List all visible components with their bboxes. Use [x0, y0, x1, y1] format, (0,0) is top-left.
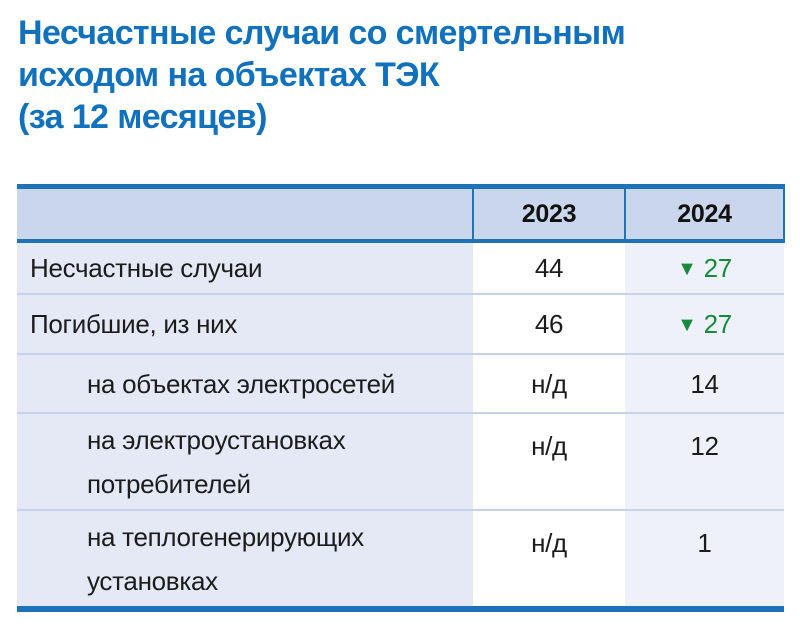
table-header-row [17, 187, 784, 242]
page-title-line-1: Несчастные случаи со смертельным [18, 14, 626, 52]
row-label: Погибшие, из них [17, 294, 473, 354]
value-2024 [625, 294, 784, 354]
header-empty-cell [17, 187, 473, 242]
value-2024-number: 27 [703, 309, 732, 340]
value-2023: 46 [473, 294, 625, 354]
value-2023: 44 [473, 241, 625, 294]
page-title-line-3: (за 12 месяцев) [18, 98, 267, 137]
header-year-2023: 2023 [473, 187, 625, 242]
row-label: на электроустановках потребителей [17, 413, 473, 510]
value-2024: 14 [625, 354, 784, 413]
table-row-heat-generating [17, 510, 784, 609]
table-row-deaths [17, 294, 784, 354]
page-title [18, 12, 800, 138]
trend-down-icon: ▼ [677, 258, 697, 281]
page-title-line-2: исходом на объектах ТЭК [18, 56, 439, 95]
value-2024: 12 [625, 413, 784, 510]
value-2024-number: 27 [703, 253, 732, 284]
row-label: Несчастные случаи [17, 241, 473, 294]
value-2023: н/д [473, 413, 625, 510]
trend-down-icon: ▼ [677, 314, 697, 337]
value-2023: н/д [473, 354, 625, 413]
row-label: на объектах электросетей [17, 354, 473, 413]
table-row-consumer-installations [17, 413, 784, 510]
value-2024: 1 [625, 510, 784, 609]
table-row-accidents [17, 241, 784, 294]
row-label: на теплогенерирующих установках [17, 510, 473, 609]
value-2024 [625, 241, 784, 294]
header-year-2024: 2024 [625, 187, 784, 242]
table-row-grid-facilities [17, 354, 784, 413]
accidents-table [17, 184, 785, 612]
value-2023: н/д [473, 510, 625, 609]
